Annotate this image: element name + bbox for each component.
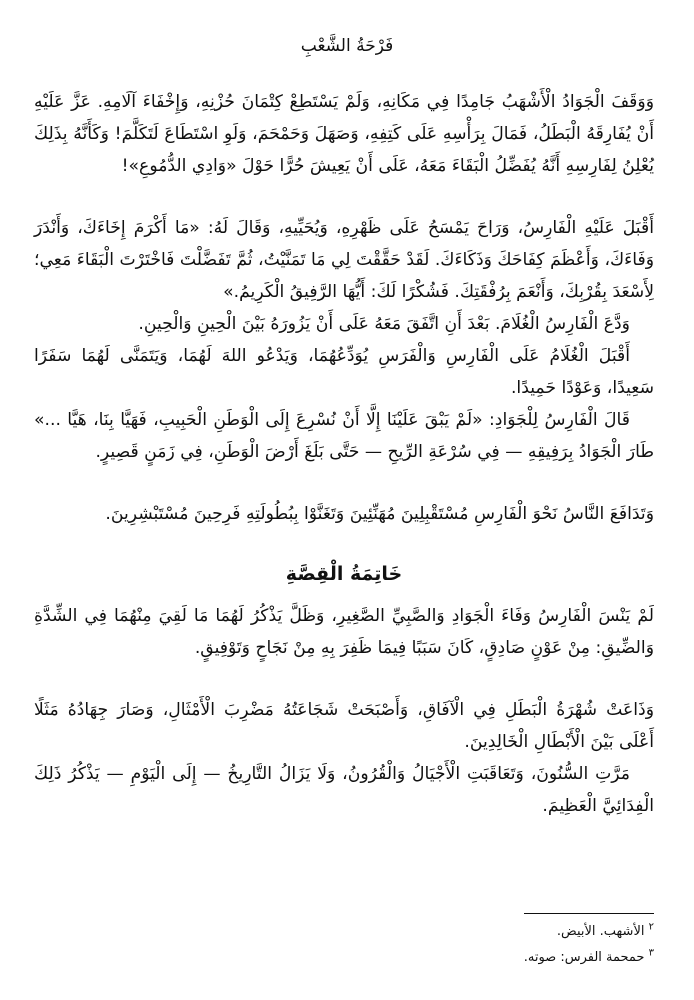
footnote-text: حمحمة الفرس: صوته. xyxy=(523,950,645,965)
footnote-number: ٢ xyxy=(648,921,654,933)
paragraph-4: أَقْبَلَ الْغُلَامُ عَلَى الْفَارِسِ وَالْفَرَسِ يُوَدِّعُهُمَا، وَيَدْعُو اللهَ لَهُمَا، وَيَتَمَنَّى لَهُمَا سَفَرًا سَعِيدًا، وَعَوْدًا حَمِيدًا. xyxy=(34,346,654,398)
paragraph-5: قَالَ الْفَارِسُ لِلْجَوَادِ: «لَمْ يَبْقَ عَلَيْنَا إِلَّا أَنْ نُسْرِعَ إِلَى الْوَطَنِ الْحَبِيبِ، فَهَيَّا بِنَا، هَيَّا ...» طَارَ الْجَوَادُ بِرَفِيقِهِ — فِي سُرْعَةِ الرِّيحِ — حَتَّى بَلَغَ أَرْضَ الْوَطَنِ، فِي زَمَنٍ قَصِيرٍ. xyxy=(34,410,654,462)
footnote-1 xyxy=(254,919,654,945)
footnote-number: ٣ xyxy=(648,947,654,959)
footnote-2 xyxy=(254,945,654,971)
footnote-divider xyxy=(524,913,654,914)
paragraph-gap xyxy=(34,468,654,498)
paragraph-2: أَقْبَلَ عَلَيْهِ الْفَارِسُ، وَرَاحَ يَمْسَحُ عَلَى ظَهْرِهِ، وَيُحَيِّيهِ، وَقَالَ لَهُ: «مَا أَكْرَمَ إِخَاءَكَ، وَأَنْدَرَ وَفَاءَكَ، وَأَعْظَمَ كِفَاحَكَ وَذَكَاءَكَ. لَقَدْ حَقَّقْتَ لِي مَا تَمَنَّيْتُ، ثُمَّ تَفَضَّلْتَ فَاخْتَرْتَ الْبَقَاءَ مَعِي؛ لِأَسْعَدَ بِقُرْبِكَ، وَأَنْعَمَ بِرُفْقَتِكَ. فَشُكْرًا لَكَ: أَيُّهَا الرَّفِيقُ الْكَرِيمُ.» xyxy=(34,218,654,302)
paragraph-6: وَتَدَافَعَ النَّاسُ نَحْوَ الْفَارِسِ مُسْتَقْبِلِينَ مُهَنِّئِينَ وَتَغَنَّوْا بِبُطُولَتِهِ فَرِحِينَ مُسْتَبْشِرِينَ. xyxy=(105,504,654,524)
footnote-text: الأشهب. الأبيض. xyxy=(556,924,645,939)
paragraph-8: وَذَاعَتْ شُهْرَةُ الْبَطَلِ فِي الْآفَاقِ، وَأَصْبَحَتْ شَجَاعَتُهُ مَضْرِبَ الْأَمْثَالِ، وَصَارَ جِهَادُهُ مَثَلًا أَعْلَى بَيْنَ الْأَبْطَالِ الْخَالِدِينَ. xyxy=(34,700,654,752)
paragraph-7: لَمْ يَنْسَ الْفَارِسُ وَفَاءَ الْجَوَادِ وَالصَّبِيِّ الصَّغِيرِ، وَظَلَّ يَذْكُرُ لَهُمَا مَا لَقِيَ مِنْهُمَا فِي الشِّدَّةِ وَالضِّيقِ: مِنْ عَوْنٍ صَادِقٍ، كَانَ سَبَبًا فِيمَا ظَفِرَ بِهِ مِنْ نَجَاحٍ وَتَوْفِيقٍ. xyxy=(34,606,654,658)
page-header: فَرْحَةُ الشَّعْبِ xyxy=(300,36,394,56)
body-text xyxy=(34,86,654,822)
section-title: خَاتِمَةُ الْقِصَّةِ xyxy=(285,563,403,585)
paragraph-9: مَرَّتِ السُّنُونَ، وَتَعَاقَبَتِ الْأَجْيَالُ وَالْقُرُونُ، وَلَا يَزَالُ التَّارِيخُ — إِلَى الْيَوْمِ — يَذْكُرُ ذَلِكَ الْفِدَائِيَّ الْعَظِيمَ. xyxy=(34,764,654,816)
paragraph-1 xyxy=(34,86,654,182)
footnotes xyxy=(254,919,654,971)
paragraph-1-text: وَوَقَفَ الْجَوَادُ الْأَشْهَبُ جَامِدًا فِي مَكَانِهِ، وَلَمْ يَسْتَطِعْ كِتْمَانَ حُزْنِهِ، وَإِخْفَاءَ آلَامِهِ. عَزَّ عَلَيْهِ أَنْ يُفَارِقَهُ الْبَطَلُ، فَمَالَ بِرَأْسِهِ عَلَى كَتِفِهِ، وَصَهَلَ وَحَمْحَمَ، وَلَوِ اسْتَطَاعَ لَتَكَلَّمَ! وَكَأَنَّهُ بِذَلِكَ يُعْلِنُ لِفَارِسِهِ أَنَّهُ يُفَضِّلُ الْبَقَاءَ مَعَهُ، عَلَى أَنْ يَعِيشَ حُرًّا حَوْلَ «وَادِي الدُّمُوعِ»! xyxy=(34,92,654,176)
paragraph-3: وَدَّعَ الْفَارِسُ الْغُلَامَ. بَعْدَ أَنِ اتَّفَقَ مَعَهُ عَلَى أَنْ يَزُورَهُ بَيْنَ الْحِينِ وَالْحِينِ. xyxy=(138,314,630,334)
paragraph-gap xyxy=(34,182,654,212)
paragraph-gap xyxy=(34,664,654,694)
